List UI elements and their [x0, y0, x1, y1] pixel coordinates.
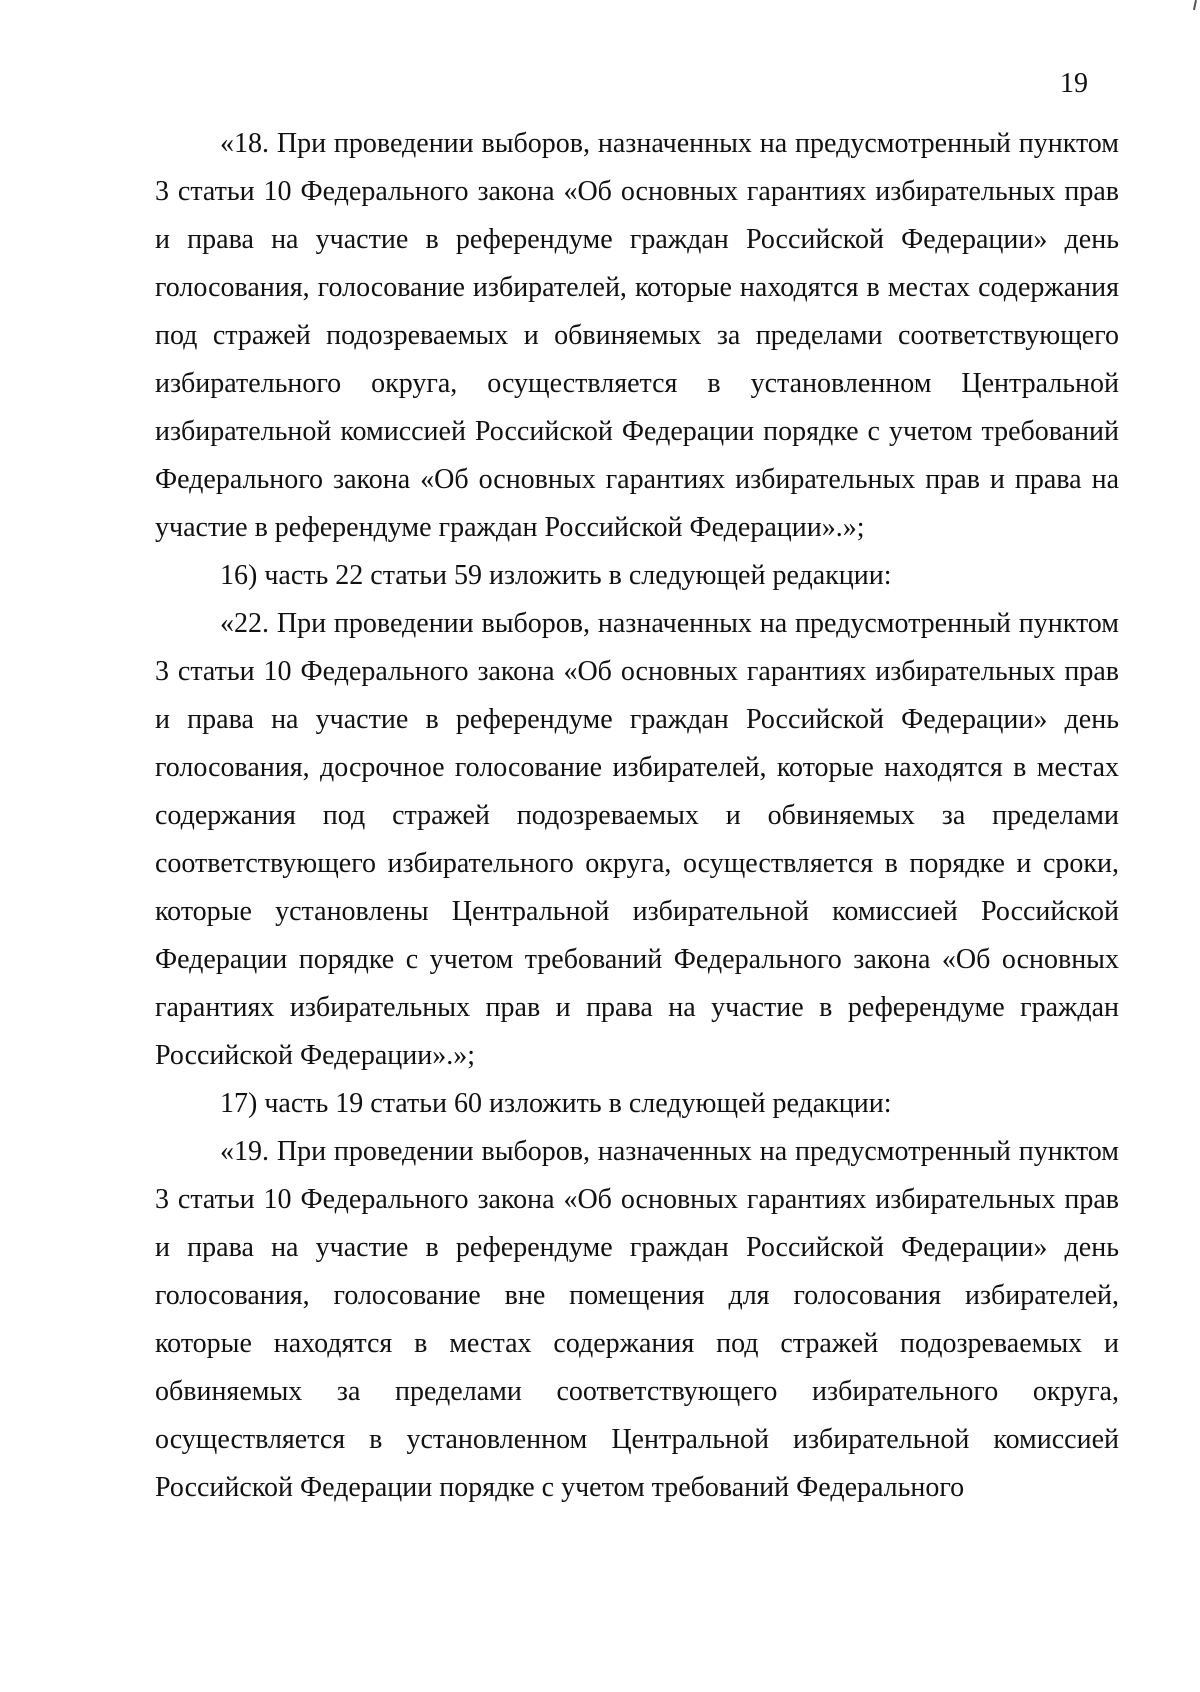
paragraph-clause-22: «22. При проведении выборов, назначенных на предусмотренный пунктом 3 статьи 10 Федерального закона «Об основных гарантиях избирательных прав и права на участие в референдуме граждан Российской Федерации» день голосования, досрочное голосование избирателей, которые находятся в местах содержания под стражей подозреваемых и обвиняемых за пределами соответствующего избирательного округа, осуществляется в порядке и сроки, которые установлены Центральной избирательной комиссией Российской Федерации порядке с учетом требований Федерального закона «Об основных гарантиях избирательных прав и права на участие в референдуме граждан Российской Федерации».»; — [155, 608, 1119, 1071]
scan-mark — [1193, 0, 1197, 10]
page-number: 19 — [1060, 68, 1088, 99]
document-body — [155, 120, 1119, 1512]
paragraph-amendment-16: 16) часть 22 статьи 59 изложить в следующей редакции: — [220, 560, 892, 591]
paragraph-clause-18: «18. При проведении выборов, назначенных на предусмотренный пунктом 3 статьи 10 Федерального закона «Об основных гарантиях избирательных прав и права на участие в референдуме граждан Российской Федерации» день голосования, голосование избирателей, которые находятся в местах содержания под стражей подозреваемых и обвиняемых за пределами соответствующего избирательного округа, осуществляется в установленном Центральной избирательной комиссией Российской Федерации порядке с учетом требований Федерального закона «Об основных гарантиях избирательных прав и права на участие в референдуме граждан Российской Федерации».»; — [155, 128, 1119, 543]
paragraph-amendment-17: 17) часть 19 статьи 60 изложить в следующей редакции: — [220, 1088, 892, 1119]
paragraph-clause-19: «19. При проведении выборов, назначенных на предусмотренный пунктом 3 статьи 10 Федерального закона «Об основных гарантиях избирательных прав и права на участие в референдуме граждан Российской Федерации» день голосования, голосование вне помещения для голосования избирателей, которые находятся в местах содержания под стражей подозреваемых и обвиняемых за пределами соответствующего избирательного округа, осуществляется в установленном Центральной избирательной комиссией Российской Федерации порядке с учетом требований Федерального — [155, 1136, 1119, 1503]
